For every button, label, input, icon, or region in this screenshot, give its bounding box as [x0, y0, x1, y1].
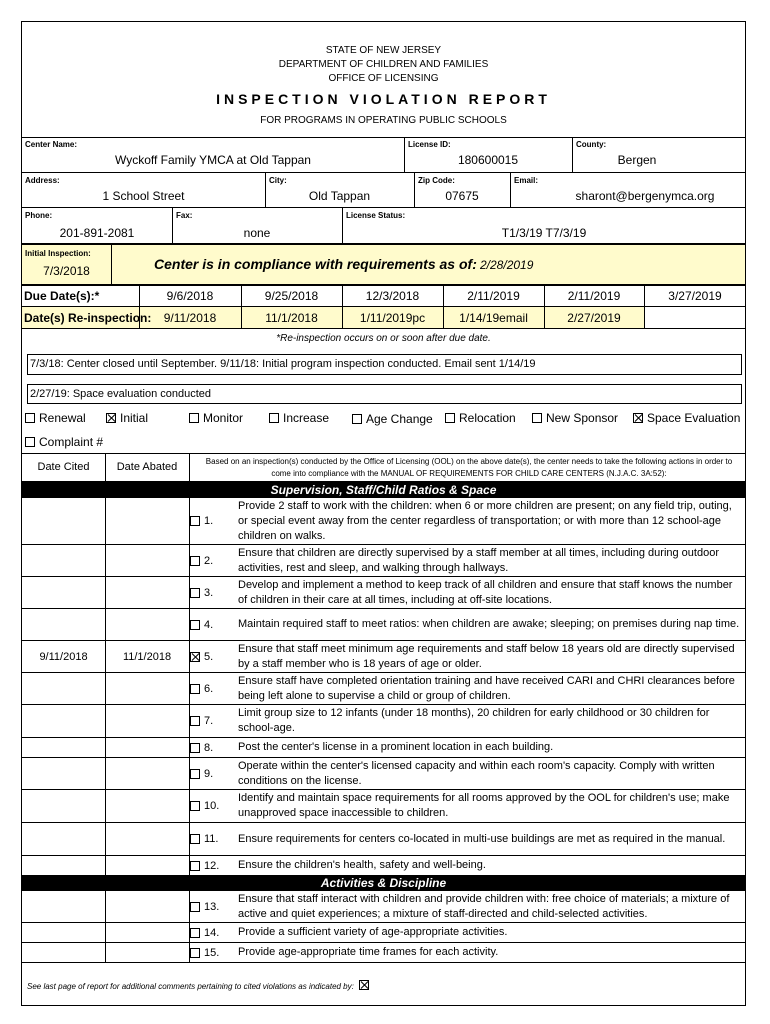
violation-row [22, 923, 745, 943]
report-subtitle: FOR PROGRAMS IN OPERATING PUBLIC SCHOOLS [260, 115, 507, 126]
checkbox-icon [190, 928, 200, 938]
date-abated [105, 943, 190, 962]
checkbox-icon [25, 413, 35, 423]
type-monitor[interactable]: Monitor [189, 411, 243, 425]
date-abated [105, 673, 190, 704]
date-cited [22, 498, 106, 544]
center-name-value: Wyckoff Family YMCA at Old Tappan [115, 153, 311, 167]
center-name-label: Center Name: [25, 140, 78, 149]
checkbox-icon [190, 588, 200, 598]
violation-checkbox[interactable] [190, 856, 238, 875]
violation-number: 15. [204, 946, 220, 959]
license-id-label: License ID: [408, 140, 451, 149]
reinspection-label: Date(s) Re-inspection: [24, 311, 152, 325]
reinspection-date-3: 1/11/2019pc [359, 311, 426, 325]
checkbox-icon [190, 801, 200, 811]
date-cited [22, 823, 106, 855]
checkbox-icon [532, 413, 542, 423]
type-age-change[interactable]: Age Change [352, 412, 433, 426]
due-date-2: 9/25/2018 [264, 289, 319, 303]
violation-checkbox[interactable] [190, 609, 238, 640]
date-cited [22, 738, 106, 757]
type-space-evaluation[interactable]: Space Evaluation [633, 411, 740, 425]
due-date-1: 9/6/2018 [166, 289, 214, 303]
violation-checkbox[interactable] [190, 498, 238, 544]
county-value: Bergen [617, 153, 657, 167]
date-cited [22, 609, 106, 640]
violation-number: 9. [204, 767, 214, 780]
violation-text: Ensure requirements for centers co-located in multi-use buildings are met as required in the manual. [238, 832, 726, 845]
violation-text: Provide age-appropriate time frames for each activity. [238, 946, 499, 958]
email-value: sharont@bergenymca.org [575, 189, 715, 203]
date-abated [105, 923, 190, 942]
comment-2: 2/27/19: Space evaluation conducted [30, 388, 212, 400]
section-title-activities: Activities & Discipline [22, 875, 745, 891]
date-cited: 9/11/2018 [22, 641, 106, 672]
violation-number: 7. [204, 715, 214, 727]
violation-row [22, 641, 745, 673]
violation-checkbox[interactable] [190, 823, 238, 855]
checkbox-icon [189, 413, 199, 423]
checkbox-icon [25, 437, 35, 447]
license-status-value: T1/3/19 T7/3/19 [501, 226, 587, 240]
county-label: County: [576, 140, 607, 149]
zip-label: Zip Code: [418, 176, 455, 185]
type-new-sponsor[interactable]: New Sponsor [532, 411, 618, 425]
city-value: Old Tappan [308, 189, 371, 203]
reinspection-date-2: 11/1/2018 [265, 311, 318, 325]
date-abated [105, 498, 190, 544]
violation-row [22, 856, 745, 876]
due-date-4: 2/11/2019 [467, 289, 520, 303]
date-cited [22, 705, 106, 737]
date-abated [105, 545, 190, 576]
date-abated [105, 758, 190, 789]
email-label: Email: [514, 176, 539, 185]
date-cited [22, 790, 106, 822]
violation-row [22, 705, 745, 738]
checked-checkbox-icon [190, 652, 200, 662]
phone-value: 201-891-2081 [59, 226, 135, 240]
violation-checkbox[interactable] [190, 923, 238, 942]
header-state: STATE OF NEW JERSEY [325, 45, 442, 56]
violation-row [22, 577, 745, 609]
type-increase[interactable]: Increase [269, 411, 329, 425]
reinspection-date-5: 2/27/2019 [567, 311, 621, 325]
type-initial[interactable]: Initial [106, 411, 148, 425]
violation-text: Operate within the center's licensed capacity and within each room's capacity. Comply with written conditions on the license. [238, 759, 715, 787]
violation-text: Ensure that staff meet minimum age requirements and staff below 18 years old are directly supervised by a staff member who is 18 years of age or older. [238, 642, 735, 670]
violation-number: 3. [204, 586, 214, 599]
violation-checkbox[interactable] [190, 943, 238, 962]
violation-row [22, 790, 745, 823]
license-status-label: License Status: [346, 211, 406, 220]
date-cited [22, 545, 106, 576]
checkbox-icon [190, 769, 200, 779]
footer-note: See last page of report for additional comments pertaining to cited violations as indicated by: [27, 980, 373, 991]
violation-checkbox[interactable] [190, 738, 238, 757]
violation-text: Ensure that children are directly supervised by a staff member at all times, including during outdoor activities, rest and sleep, and walking through hallways. [238, 546, 719, 574]
section-title-supervision: Supervision, Staff/Child Ratios & Space [22, 482, 745, 498]
violation-number: 12. [204, 859, 220, 872]
due-date-5: 2/11/2019 [567, 289, 621, 303]
type-relocation[interactable]: Relocation [445, 411, 516, 425]
checkbox-icon [190, 684, 200, 694]
violation-row [22, 673, 745, 705]
violation-text: Identify and maintain space requirements for all rooms approved by the OOL for children's use; make unapproved space inaccessible to children. [238, 792, 730, 819]
violation-text: Post the center's license in a prominent location in each building. [238, 741, 554, 753]
violation-text: Develop and implement a method to keep track of all children and ensure that staff knows the number of children in their care at all times, including at off-site locations. [238, 578, 733, 606]
violation-checkbox[interactable] [190, 790, 238, 822]
report-header [22, 44, 745, 86]
checkbox-icon [190, 556, 200, 566]
checkbox-icon [190, 902, 200, 912]
date-abated [105, 790, 190, 822]
checkbox-icon [190, 620, 200, 630]
initial-inspection-label: Initial Inspection: [25, 249, 91, 258]
report-title: INSPECTION VIOLATION REPORT [216, 91, 551, 107]
fax-value: none [243, 226, 271, 240]
checkbox-icon [190, 834, 200, 844]
checkbox-icon [190, 861, 200, 871]
violation-row [22, 823, 745, 856]
violation-row [22, 758, 745, 790]
date-cited-header: Date Cited [37, 461, 90, 473]
date-cited [22, 758, 106, 789]
violation-number: 2. [204, 554, 214, 567]
violation-row [22, 943, 745, 963]
violation-checkbox[interactable] [190, 705, 238, 737]
date-abated [105, 705, 190, 737]
checkbox-icon [190, 716, 200, 726]
violation-number: 8. [204, 741, 214, 754]
violation-row [22, 891, 745, 923]
date-abated-header: Date Abated [116, 461, 178, 473]
checked-checkbox-icon [359, 980, 369, 990]
address-label: Address: [25, 176, 60, 185]
violation-row [22, 545, 745, 577]
checkbox-icon [269, 413, 279, 423]
comment-1: 7/3/18: Center closed until September. 9/11/18: Initial program inspection conducted. Email sent 1/14/19 [30, 358, 536, 370]
zip-value: 07675 [445, 189, 479, 203]
violation-checkbox[interactable] [190, 641, 238, 672]
date-cited [22, 856, 106, 875]
checkbox-icon [445, 413, 455, 423]
phone-label: Phone: [25, 211, 53, 220]
address-value: 1 School Street [102, 189, 185, 203]
type-renewal[interactable]: Renewal [25, 411, 86, 425]
violation-text: Ensure that staff interact with children and provide children with: free choice of materials; a mixture of active and quiet experiences; a mixture of staff-directed and child-selected activities. [238, 892, 730, 920]
reinspection-date-4: 1/14/19email [459, 311, 528, 325]
initial-inspection-value: 7/3/2018 [43, 264, 90, 278]
checkbox-icon [190, 743, 200, 753]
checkbox-icon [190, 948, 200, 958]
license-id-value: 180600015 [457, 153, 519, 167]
date-abated [105, 738, 190, 757]
checkbox-icon [190, 516, 200, 526]
violation-checkbox[interactable] [190, 545, 238, 576]
violation-checkbox[interactable] [190, 891, 238, 922]
type-complaint[interactable]: Complaint # [25, 435, 103, 449]
violation-number: 6. [204, 682, 214, 695]
checked-checkbox-icon [106, 413, 116, 423]
city-label: City: [269, 176, 287, 185]
header-office: OFFICE OF LICENSING [328, 73, 439, 84]
violation-row [22, 738, 745, 758]
violation-checkbox[interactable] [190, 758, 238, 789]
reinspection-note: *Re-inspection occurs on or soon after due date. [276, 333, 491, 344]
reinspection-date-1: 9/11/2018 [163, 311, 217, 325]
table-intro: Based on an inspection(s) conducted by the Office of Licensing (OOL) on the above date(s), the center needs to take the following actions in order to come into compliance with the MANUAL OF REQUIREMENTS FOR CHILD CARE CENTERS (N.J.A.C. 3A:52): [205, 457, 733, 478]
date-abated [105, 891, 190, 922]
violation-row [22, 609, 745, 641]
violation-checkbox[interactable] [190, 577, 238, 608]
due-date-6: 3/27/2019 [668, 289, 722, 303]
checkbox-icon [352, 414, 362, 424]
violation-number: 4. [204, 618, 214, 631]
violation-text: Ensure staff have completed orientation training and have received CARI and CHRI clearances before being left alone to supervise a child or group of children. [238, 674, 735, 702]
date-abated [105, 823, 190, 855]
violation-number: 14. [204, 926, 220, 939]
date-cited [22, 673, 106, 704]
date-abated [105, 609, 190, 640]
violation-row [22, 498, 745, 545]
violation-text: Maintain required staff to meet ratios: when children are awake; sleeping; on premises during nap time. [238, 618, 740, 630]
date-cited [22, 943, 106, 962]
due-date-3: 12/3/2018 [365, 289, 420, 303]
checked-checkbox-icon [633, 413, 643, 423]
date-abated [105, 577, 190, 608]
date-abated: 11/1/2018 [105, 641, 190, 672]
date-cited [22, 577, 106, 608]
violation-number: 1. [204, 515, 214, 527]
violation-number: 11. [204, 833, 219, 845]
compliance-date: 2/28/2019 [480, 258, 534, 272]
violation-checkbox[interactable] [190, 673, 238, 704]
violation-text: Ensure the children's health, safety and well-being. [238, 859, 486, 871]
date-cited [22, 891, 106, 922]
violation-number: 5. [204, 650, 214, 663]
due-dates-label: Due Date(s):* [24, 289, 100, 303]
violation-text: Provide a sufficient variety of age-appropriate activities. [238, 926, 508, 938]
header-department: DEPARTMENT OF CHILDREN AND FAMILIES [278, 59, 489, 70]
compliance-label: Center is in compliance with requirements as of: [154, 256, 477, 272]
date-abated [105, 856, 190, 875]
violation-number: 13. [204, 900, 220, 913]
violation-number: 10. [204, 800, 220, 812]
fax-label: Fax: [176, 211, 193, 220]
date-cited [22, 923, 106, 942]
violation-text: Limit group size to 12 infants (under 18 months), 20 children for early childhood or 30 children for school-age. [238, 707, 710, 734]
violation-text: Provide 2 staff to work with the children: when 6 or more children are present; on any field trip, outing, or special event away from the center regardless of transportation; or with more than 12 school-age children on walks. [238, 499, 732, 542]
